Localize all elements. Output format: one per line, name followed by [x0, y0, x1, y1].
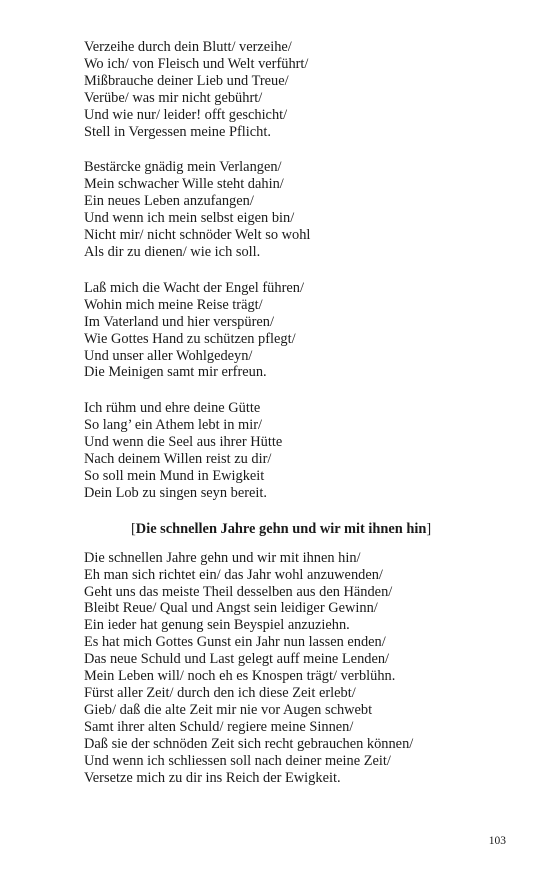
verse-line: Ein neues Leben anzufangen/ [84, 193, 254, 210]
verse-line: Ich rühm und ehre deine Gütte [84, 400, 261, 417]
heading-bracket-open: [ [131, 520, 136, 537]
verse-line: So lang’ ein Athem lebt in mir/ [84, 417, 262, 434]
verse-line: Nicht mir/ nicht schnöder Welt so wohl [84, 227, 311, 244]
heading-bracket-close: ] [426, 520, 432, 537]
verse-line: Als dir zu dienen/ wie ich soll. [84, 243, 261, 260]
verse-line: Eh man sich richtet ein/ das Jahr wohl anzuwenden/ [84, 566, 383, 583]
verse-line: Die Meinigen samt mir erfreun. [84, 364, 267, 381]
verse-line: Laß mich die Wacht der Engel führen/ [84, 279, 304, 296]
page-number: 103 [488, 835, 506, 847]
verse-line: Dein Lob zu singen seyn bereit. [84, 484, 268, 501]
stanza-1 [84, 39, 524, 140]
stanza-2 [84, 159, 524, 260]
verse-line: Und wenn ich schliessen soll nach deiner meine Zeit/ [84, 752, 391, 769]
verse-line: Und wenn die Seel aus ihrer Hütte [84, 434, 283, 451]
verse-line: Bestärcke gnädig mein Verlangen/ [84, 159, 282, 176]
verse-line: Ein ieder hat genung sein Beyspiel anzuziehn. [84, 617, 350, 634]
heading-title: Die schnellen Jahre gehn und wir mit ihnen hin [135, 520, 427, 537]
verse-line: Mein schwacher Wille steht dahin/ [84, 176, 284, 193]
verse-line: Und wie nur/ leider! offt geschicht/ [84, 106, 288, 123]
verse-line: So soll mein Mund in Ewigkeit [84, 467, 265, 484]
verse-line: Samt ihrer alten Schuld/ regiere meine Sinnen/ [84, 718, 354, 735]
verse-line: Geht uns das meiste Theil desselben aus den Händen/ [84, 583, 393, 600]
verse-line: Das neue Schuld und Last gelegt auff meine Lenden/ [84, 651, 390, 668]
verse-line: Mein Leben will/ noch eh es Knospen trägt/ verblühn. [84, 668, 396, 685]
verse-line: Verzeihe durch dein Blutt/ verzeihe/ [84, 39, 292, 55]
verse-line: Mißbrauche deiner Lieb und Treue/ [84, 72, 289, 89]
stanza-3 [84, 280, 524, 381]
verse-line: Fürst aller Zeit/ durch den ich diese Zeit erlebt/ [84, 685, 356, 701]
verse-line: Stell in Vergessen meine Pflicht. [84, 123, 271, 140]
verse-line: Nach deinem Willen reist zu dir/ [84, 451, 272, 468]
verse-line: Wohin mich meine Reise trägt/ [84, 296, 263, 313]
verse-line: Die schnellen Jahre gehn und wir mit ihnen hin/ [84, 549, 361, 566]
poem-heading [131, 521, 524, 538]
sonnet [84, 550, 524, 787]
page-body [84, 39, 524, 805]
verse-line: Im Vaterland und hier verspüren/ [84, 313, 274, 330]
verse-line: Wie Gottes Hand zu schützen pflegt/ [84, 330, 296, 347]
verse-line: Verübe/ was mir nicht gebührt/ [84, 89, 263, 106]
stanza-4 [84, 400, 524, 501]
verse-line: Und unser aller Wohlgedeyn/ [84, 347, 253, 364]
verse-line: Und wenn ich mein selbst eigen bin/ [84, 210, 295, 227]
verse-line: Es hat mich Gottes Gunst ein Jahr nun lassen enden/ [84, 634, 386, 651]
verse-line: Daß sie der schnöden Zeit sich recht gebrauchen können/ [84, 735, 414, 752]
verse-line: Bleibt Reue/ Qual und Angst sein leidiger Gewinn/ [84, 600, 378, 617]
verse-line: Versetze mich zu dir ins Reich der Ewigkeit. [84, 769, 341, 786]
verse-line: Gieb/ daß die alte Zeit mir nie vor Augen schwebt [84, 701, 373, 718]
verse-line: Wo ich/ von Fleisch und Welt verführt/ [84, 55, 309, 72]
